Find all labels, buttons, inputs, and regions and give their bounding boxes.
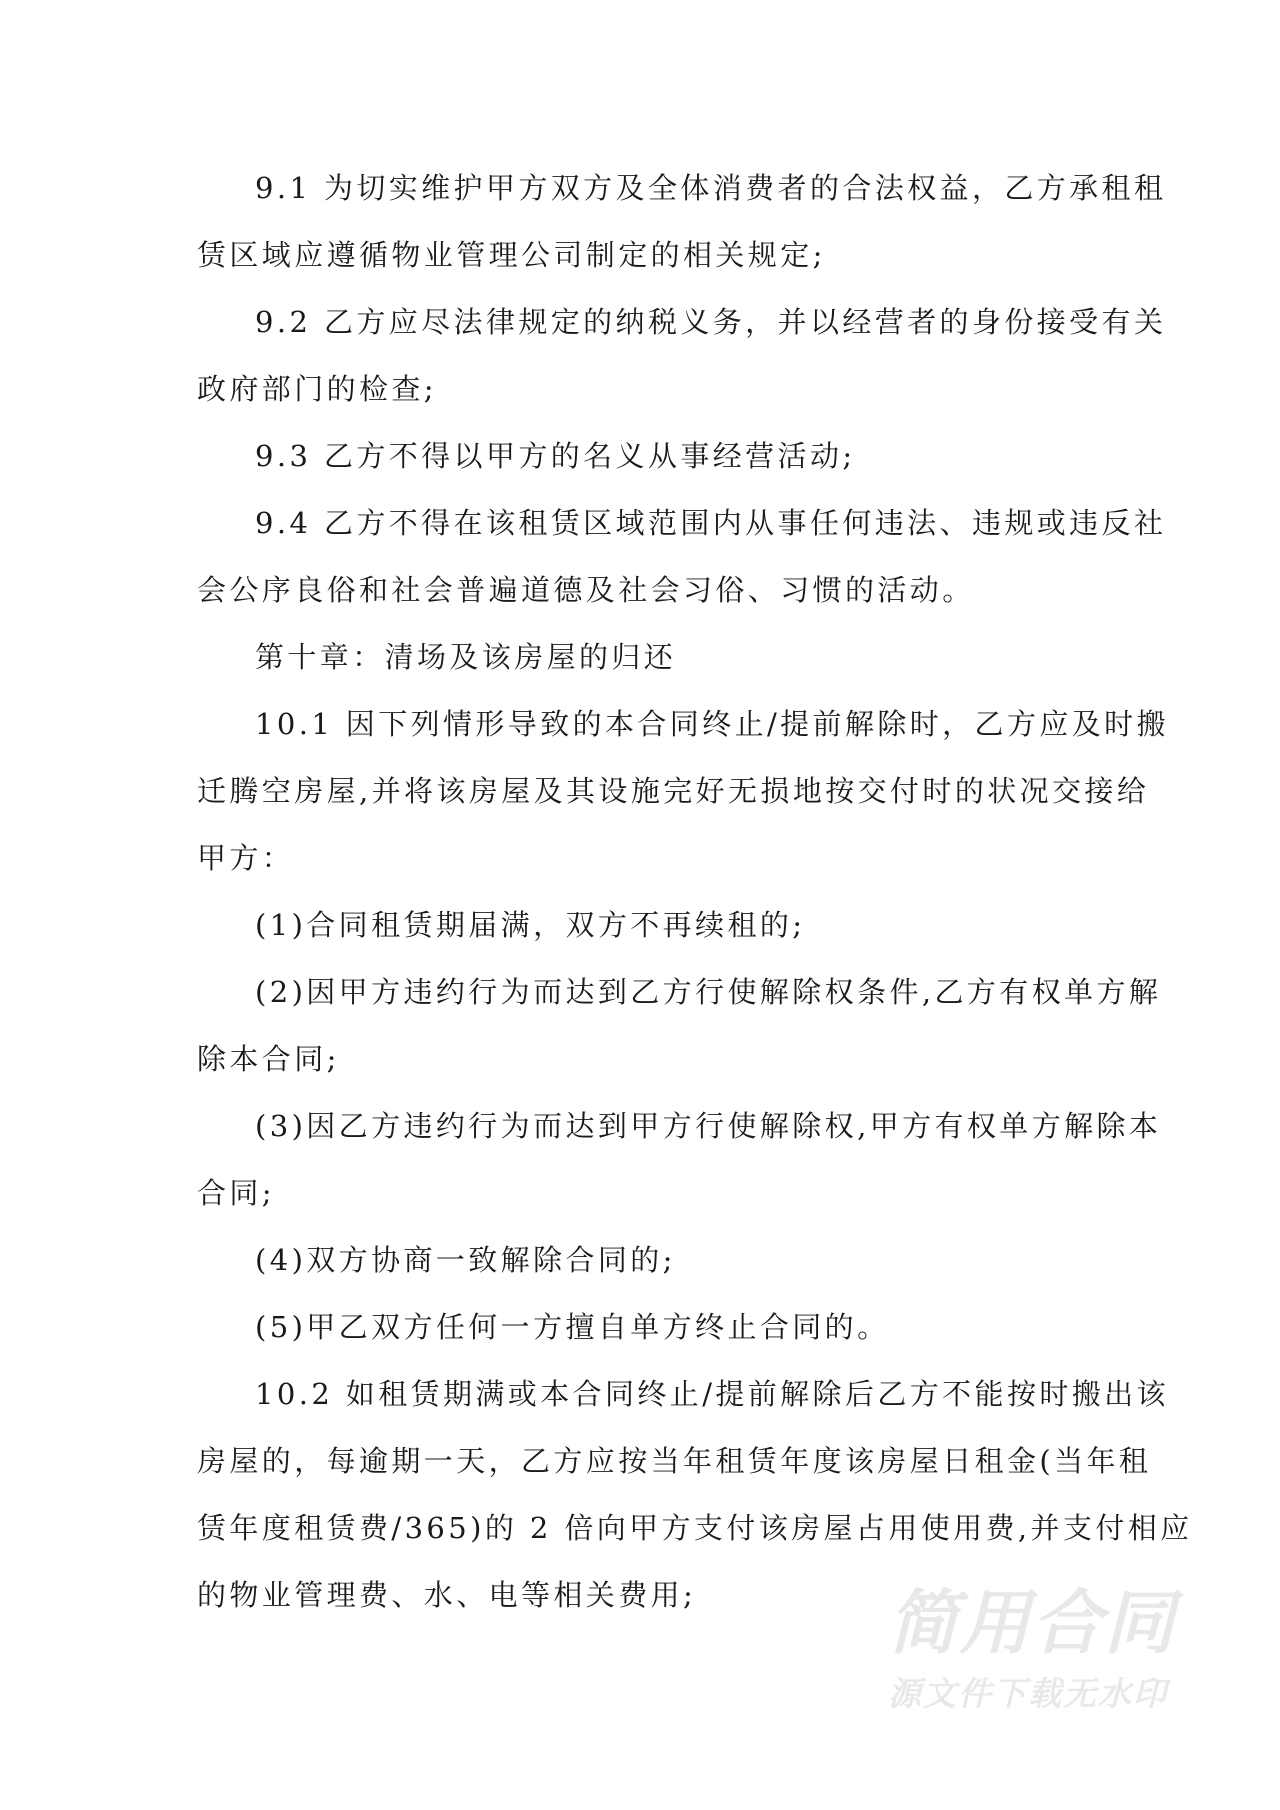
clause-9-4-line-1: 9.4 乙方不得在该租赁区域范围内从事任何违法、违规或违反社 xyxy=(255,506,1167,540)
item-1: (1)合同租赁期届满，双方不再续租的; xyxy=(255,908,806,942)
chapter-10-heading: 第十章：清场及该房屋的归还 xyxy=(255,640,677,674)
clause-9-3: 9.3 乙方不得以甲方的名义从事经营活动; xyxy=(255,439,856,473)
clause-10-2-line-1: 10.2 如租赁期满或本合同终止/提前解除后乙方不能按时搬出该 xyxy=(255,1377,1169,1411)
clause-10-2-line-3: 赁年度租赁费/365)的 2 倍向甲方支付该房屋占用使用费,并支付相应 xyxy=(197,1511,1193,1545)
clause-10-1-line-1: 10.1 因下列情形导致的本合同终止/提前解除时，乙方应及时搬 xyxy=(255,707,1169,741)
item-5: (5)甲乙双方任何一方擅自单方终止合同的。 xyxy=(255,1310,890,1344)
clause-10-1-line-2: 迁腾空房屋,并将该房屋及其设施完好无损地按交付时的状况交接给 xyxy=(197,774,1150,808)
item-2-line-2: 除本合同; xyxy=(197,1042,340,1076)
watermark-title: 简用合同 xyxy=(888,1582,1176,1664)
clause-10-2-line-4: 的物业管理费、水、电等相关费用; xyxy=(197,1578,697,1612)
item-3-line-1: (3)因乙方违约行为而达到甲方行使解除权,甲方有权单方解除本 xyxy=(255,1109,1162,1143)
clause-10-2-line-2: 房屋的，每逾期一天，乙方应按当年租赁年度该房屋日租金(当年租 xyxy=(197,1444,1152,1478)
clause-9-1-line-2: 赁区域应遵循物业管理公司制定的相关规定; xyxy=(197,238,826,272)
item-4: (4)双方协商一致解除合同的; xyxy=(255,1243,676,1277)
clause-9-1-line-1: 9.1 为切实维护甲方双方及全体消费者的合法权益，乙方承租租 xyxy=(255,171,1167,205)
clause-10-1-line-3: 甲方： xyxy=(197,841,295,875)
clause-9-2-line-2: 政府部门的检查; xyxy=(197,372,437,406)
clause-9-2-line-1: 9.2 乙方应尽法律规定的纳税义务，并以经营者的身份接受有关 xyxy=(255,305,1167,339)
clause-9-4-line-2: 会公序良俗和社会普遍道德及社会习俗、习惯的活动。 xyxy=(197,573,975,607)
item-3-line-2: 合同; xyxy=(197,1176,275,1210)
item-2-line-1: (2)因甲方违约行为而达到乙方行使解除权条件,乙方有权单方解 xyxy=(255,975,1162,1009)
watermark-subtitle: 源文件下载无水印 xyxy=(888,1674,1168,1713)
